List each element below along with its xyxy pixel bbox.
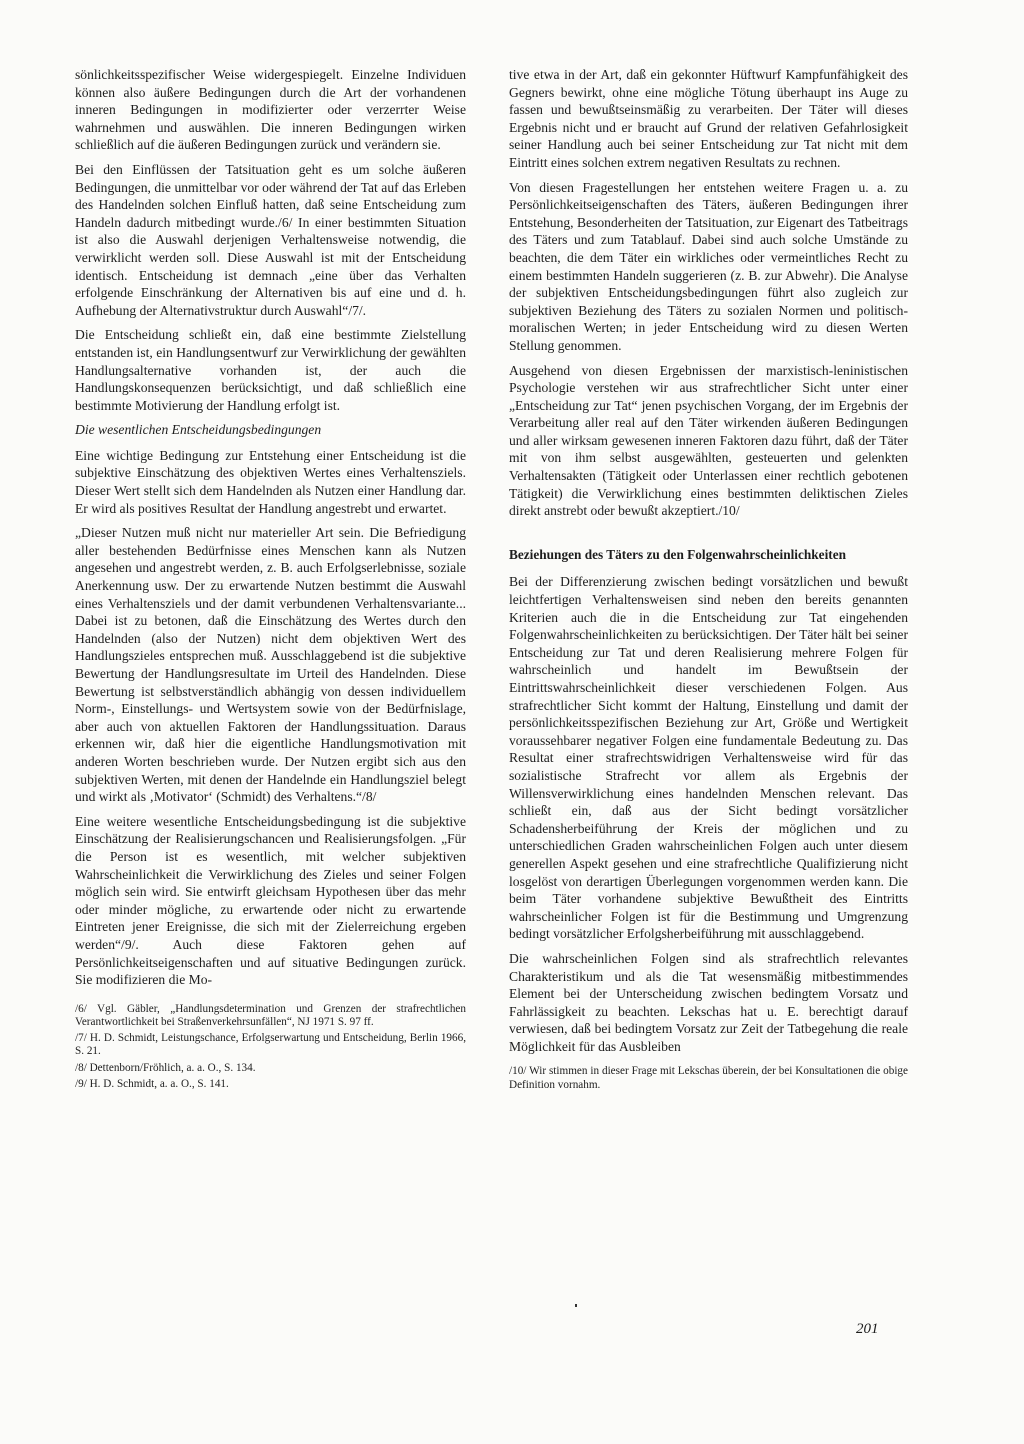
section-subheading: Die wesentlichen Entscheidungsbedingungen: [75, 422, 322, 438]
paragraph: tive etwa in der Art, daß ein gekonnter Hüftwurf Kampfunfähigkeit des Gegners bewirkt, ohne eine mögliche Tötung überhaupt ins Auge zu fassen und bewußtseinsmäßig zu verarbeiten. Der Täter will dieses Ergebnis nicht und er braucht auf Grund der relativen Gefahrlosigkeit seiner Handlung auch bei seiner Entscheidung zur Tat nicht mit dem Eintritt eines solchen extrem negativen Resultats zu rechnen.: [509, 67, 908, 170]
paragraph: Von diesen Fragestellungen her entstehen weitere Fragen u. a. zu Persönlichkeitseigenschaften des Täters, äußeren Bedingungen ihrer Entstehung, Besonderheiten der Tatsituation, zur Eigenart des Tatbeitrags des Täters und zum Tatablauf. Dabei sind auch solche Umstände zu beachten, die dem Täter ein wirkliches oder vermeintliches Recht zu einem bestimmten Handeln suggerieren (z. B. zur Abwehr). Die Analyse der subjektiven Entscheidungsbedingungen führt also zugleich zur subjektiven Beziehung des Täters zu sozialen Normen und politisch-moralischen Werten; in jeder Entscheidung wird zu diesen Werten Stellung genommen.: [509, 179, 908, 353]
paragraph: Die Entscheidung schließt ein, daß eine bestimmte Zielstellung entstanden ist, ein Handlungsentwurf zur Verwirklichung der gewählten Handlungsalternative vorhanden ist, der auch die Handlungskonsequenzen berücksichtigt, und daß schließlich eine bestimmte Motivierung der Handlung erfolgt ist.: [75, 327, 466, 413]
section-heading: Beziehungen des Täters zu den Folgenwahrscheinlichkeiten: [509, 546, 846, 562]
footnote: /6/ Vgl. Gäbler, „Handlungsdetermination und Grenzen der strafrechtlichen Verantwortlichkeit bei Straßenverkehrsunfällen“, NJ 1971 S. 97 ff.: [75, 1002, 466, 1028]
paragraph: Die wahrscheinlichen Folgen sind als strafrechtlich relevantes Charakteristikum und als die Tat wesensmäßig mitbestimmendes Element bei der Unterscheidung zwischen bedingtem Vorsatz und Fahrlässigkeit zu beachten. Lekschas hat u. E. berechtigt darauf verwiesen, daß bei bedingtem Vorsatz zur Zeit der Tatbegehung die reale Möglichkeit für das Ausbleiben: [509, 950, 908, 1054]
left-column: [75, 66, 466, 1094]
paragraph: sönlichkeitsspezifischer Weise widergespiegelt. Einzelne Individuen können also äußere Bedingungen durch die Art der vorhandenen inneren Bedingungen in modifizierter oder verzerrter Weise wahrnehmen und auswählen. Die inneren Bedingungen wirken schließlich auf die äußeren Bedingungen zurück und verändern sie.: [75, 67, 466, 153]
paragraph: Eine weitere wesentliche Entscheidungsbedingung ist die subjektive Einschätzung der Realisierungschancen und Realisierungsfolgen. „Für die Person ist es wesentlich, mit welcher subjektiven Wahrscheinlichkeit die Verwirklichung des Zieles und seiner Folgen möglich sein wird. Sie entwirft gleichsam Hypothesen über das mehr oder minder mögliche, zu erwartende oder nicht zu erwartende Eintreten jener Ereignisse, die sich mit der Zielerreichung ergeben werden“/9/. Auch diese Faktoren gehen auf Persönlichkeitseigenschaften und auf situative Bedingungen zurück. Sie modifizieren die Mo-: [75, 813, 466, 988]
paragraph: Bei der Differenzierung zwischen bedingt vorsätzlichen und bewußt leichtfertigen Verhaltensweisen sind neben den bereits genannten Kriterien auch die in die Entscheidung zur Tat eingehenden Folgenwahrscheinlichkeiten zu berücksichtigen. Der Täter hält bei seiner Entscheidung zur Tat und deren Realisierung mehrere Folgen für wahrscheinlich und handelt im Bewußtsein der Eintrittswahrscheinlichkeit dieser verschiedenen Folgen. Aus strafrechtlicher Sicht kommt der Haltung, Einstellung und damit der persönlichkeitsspezifischen Beziehung zur Art, Größe und Wertigkeit voraussehbarer negativer Folgen eine fundamentale Bedeutung zu. Das Resultat einer strafrechtswidrigen Verhaltensweise wird für das sozialistische Strafrecht vor allem als Ergebnis der Willensverwirklichung eines handelnden Menschen relevant. Das schließt ein, daß aus der Sicht bedingt vorsätzlicher Schadensherbeiführung der Kreis der möglichen und zu unterschiedlichen Graden wahrscheinlichen Folgen auch unter diesem generellen Aspekt gesehen und eine strafrechtliche Qualifizierung nicht losgelöst von derartigen Überlegungen vorgenommen werden kann. Die beim Täter vorhandene subjektive Bewußtheit des Eintritts wahrscheinlicher Folgen ist für die Bestimmung und Umgrenzung bedingt vorsätzlicher Erfolgsherbeiführung mit ausschlaggebend.: [509, 574, 908, 942]
footnote: /8/ Dettenborn/Fröhlich, a. a. O., S. 134.: [75, 1061, 256, 1074]
print-speck: [575, 1304, 577, 1307]
footnote: /9/ H. D. Schmidt, a. a. O., S. 141.: [75, 1077, 229, 1090]
footnote: /10/ Wir stimmen in dieser Frage mit Lekschas überein, der bei Konsultationen die obige Definition vornahm.: [509, 1065, 908, 1091]
footnotes-left: [75, 1003, 466, 1091]
paragraph: Bei den Einflüssen der Tatsituation geht es um solche äußeren Bedingungen, die unmittelbar vor oder während der Tat auf das Erleben des Handelnden solchen Einfluß hatten, daß seine Entscheidung zum Handeln dadurch mitbedingt wurde./6/ In einer bestimmten Situation ist also die Auswahl derjenigen Verhaltensweise notwendig, die verwirklicht werden soll. Diese Auswahl ist mit der Entscheidung identisch. Entscheidung ist demnach „eine über das Verhalten erfolgende Einschränkung der Alternativen bis auf eine und d. h. Aufhebung der Alternativstruktur durch Auswahl“/7/.: [75, 161, 466, 318]
page-number: 201: [856, 1321, 879, 1337]
quote-paragraph: „Dieser Nutzen muß nicht nur materieller Art sein. Die Befriedigung aller bestehenden Bedürfnisse eines Menschen kann als Nutzen angesehen und angestrebt werden, z. B. auch Erfolgserlebnisse, soziale Anerkennung usw. Der zu erwartende Nutzen bestimmt die Auswahl eines Verhaltensziels und der damit verbundenen Verhaltensvariante... Dabei ist zu betonen, daß die Einschätzung des Wertes durch den Handelnden (also der Nutzen) nicht dem objektiven Wert des Handlungszieles entsprechen muß. Ausschlaggebend ist die subjektive Bewertung der Handlungsresultate im Urteil des Handelnden. Diese Bewertung ist selbstverständlich abhängig von dessen individuellem Norm-, Einstellungs- und Wertsystem sowie von der Bedürfnislage, aber auch von aktuellen Faktoren der Handlungssituation. Daraus erkennen wir, daß hier die eigentliche Handlungsmotivation mit anderen Worten beschrieben wurde. Der Nutzen ergibt sich aus den subjektiven Werten, mit denen der Handelnde ein Handlungsziel belegt und wirkt als ‚Motivator‘ (Schmidt) des Verhaltens.“/8/: [75, 525, 466, 805]
footnotes-right: [509, 1065, 908, 1091]
right-column: [509, 66, 908, 1095]
paragraph: Eine wichtige Bedingung zur Entstehung einer Entscheidung ist die subjektive Einschätzung des objektiven Wertes eines Verhaltensziels. Dieser Wert stellt sich dem Handelnden als Nutzen einer Handlung dar. Er wird als positives Resultat der Handlung angestrebt und erwartet.: [75, 447, 466, 516]
paragraph: Ausgehend von diesen Ergebnissen der marxistisch-leninistischen Psychologie verstehen wir aus strafrechtlicher Sicht unter einer „Entscheidung zur Tat“ jenen psychischen Vorgang, der im Ergebnis der Verarbeitung aller real auf den Täter wirkenden äußeren Bedingungen und aller wirksam gewesenen inneren Faktoren dazu führt, daß der Täter mit von ihm selbst ausgewählten, gesteuerten und gelenkten Verhaltensakten (Tätigkeit oder Unterlassen einer rechtlich gebotenen Tätigkeit) die Verwirklichung eines bestimmten deliktischen Zieles direkt anstrebt oder bewußt akzeptiert./10/: [509, 362, 908, 519]
footnote: /7/ H. D. Schmidt, Leistungschance, Erfolgserwartung und Entscheidung, Berlin 1966, S. 21.: [75, 1032, 466, 1058]
